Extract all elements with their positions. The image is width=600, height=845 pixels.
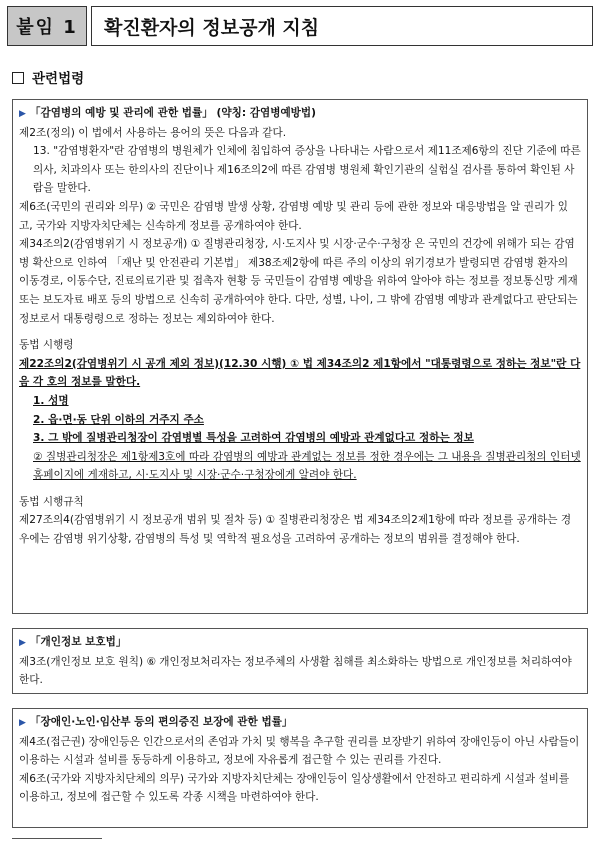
decree-heading: 동법 시행령: [19, 339, 74, 352]
divider: [12, 838, 102, 844]
triangle-bullet-icon: ▶: [19, 638, 26, 648]
article-2: 제2조(정의) 이 법에서 사용하는 용어의 뜻은 다음과 같다.: [19, 126, 287, 139]
rule-heading: 동법 시행규칙: [19, 495, 84, 508]
law-title: 「감염병의 예방 및 관리에 관한 법률」 (약칭: 감염병예방법): [29, 107, 316, 119]
triangle-bullet-icon: ▶: [19, 718, 26, 728]
accessibility-law-box: [12, 708, 588, 828]
decree-paragraph-2: ② 질병관리청장은 제1항제3호에 따라 감염병의 예방과 관계없는 정보를 정한 경우에는 그 내용을 질병관리청의 인터넷 홈페이지에 게재하고, 시·도지사 및 시장·군수·구청장에게 알려야 한다.: [33, 450, 581, 482]
infectious-disease-law-box: [12, 99, 588, 614]
page-header: [7, 6, 593, 46]
article-2-item-13: 13. "감염병환자"란 감염병의 병원체가 인체에 침입하여 증상을 나타내는 사람으로서 제11조제6항의 진단 기준에 따른 의사, 치과의사 또는 한의사의 진단이나 제16조의2에 따른 감염병 병원체 확인기관의 실험실 검사를 통하여 확인된 사람을 말한다.: [33, 145, 581, 195]
article-3: 제3조(개인정보 보호 원칙) ⑥ 개인정보처리자는 정보주체의 사생활 침해를 최소화하는 방법으로 개인정보를 처리하여야 한다.: [19, 655, 572, 687]
page-title: 확진환자의 정보공개 지침: [91, 6, 593, 46]
article-6: 제6조(국민의 권리와 의무) ② 국민은 감염병 발생 상황, 감염병 예방 및 관리 등에 관한 정보와 대응방법을 알 권리가 있고, 국가와 지방자치단체는 신속하게 정보를 공개하여야 한다.: [19, 200, 568, 232]
article-34-2: 제34조의2(감염병위기 시 정보공개) ① 질병관리청장, 시·도지사 및 시장·군수·구청장 은 국민의 건강에 위해가 되는 감염병 확산으로 인하여 「재난 및 안전관리 기본법」 제38조제2항에 따른 주의 이상의 위기경보가 발령되면 감염병 환자의 이동경로, 이동수단, 진료의료기관 및 접촉자 현황 등 국민들이 감염병 예방을 위하여 알아야 하는 정보를 정보통신망 게재 또는 보도자료 배포 등의 방법으로 신속히 공개하여야 한다. 다만, 성별, 나이, 그 밖에 감염병 예방과 관계없다고 판단되는 정보로서 대통령령으로 정하는 정보는 제외하여야 한다.: [19, 238, 578, 325]
triangle-bullet-icon: ▶: [19, 109, 26, 119]
attachment-badge: 붙임 1: [7, 6, 87, 46]
decree-article-22-2: 제22조의2(감염병위기 시 공개 제외 정보)(12.30 시행) ① 법 제34조의2 제1항에서 "대통령령으로 정하는 정보"란 다음 각 호의 정보를 말한다.: [19, 357, 581, 389]
article-6: 제6조(국가와 지방자치단체의 의무) 국가와 지방자치단체는 장애인등이 일상생활에서 안전하고 편리하게 시설과 설비를 이용하고, 정보에 접근할 수 있도록 각종 시책을 마련하여야 한다.: [19, 772, 570, 804]
section-heading: [12, 67, 84, 87]
decree-item-1: 1. 성명: [33, 394, 69, 407]
law-title: 「장애인·노인·임산부 등의 편의증진 보장에 관한 법률」: [29, 716, 293, 728]
rule-article-27-4: 제27조의4(감염병위기 시 정보공개 범위 및 절차 등) ① 질병관리청장은 법 제34조의2제1항에 따라 정보를 공개하는 경우에는 감염병 위기상황, 감염병의 특성 및 역학적 필요성을 고려하여 공개하는 정보의 범위를 결정해야 한다.: [19, 514, 572, 546]
decree-item-2: 2. 읍·면·동 단위 이하의 거주지 주소: [33, 413, 204, 426]
article-4: 제4조(접근권) 장애인등은 인간으로서의 존엄과 가치 및 행복을 추구할 권리를 보장받기 위하여 장애인등이 아닌 사람들이 이용하는 시설과 설비를 동등하게 이용하고, 정보에 자유롭게 접근할 수 있는 권리를 가진다.: [19, 735, 580, 767]
section-heading-text: 관련법령: [32, 71, 85, 87]
square-bullet-icon: [12, 72, 24, 84]
privacy-law-box: [12, 628, 588, 694]
law-title: 「개인정보 보호법」: [29, 636, 127, 648]
decree-item-3: 3. 그 밖에 질병관리청장이 감염병별 특성을 고려하여 감염병의 예방과 관계없다고 정하는 정보: [33, 432, 474, 445]
